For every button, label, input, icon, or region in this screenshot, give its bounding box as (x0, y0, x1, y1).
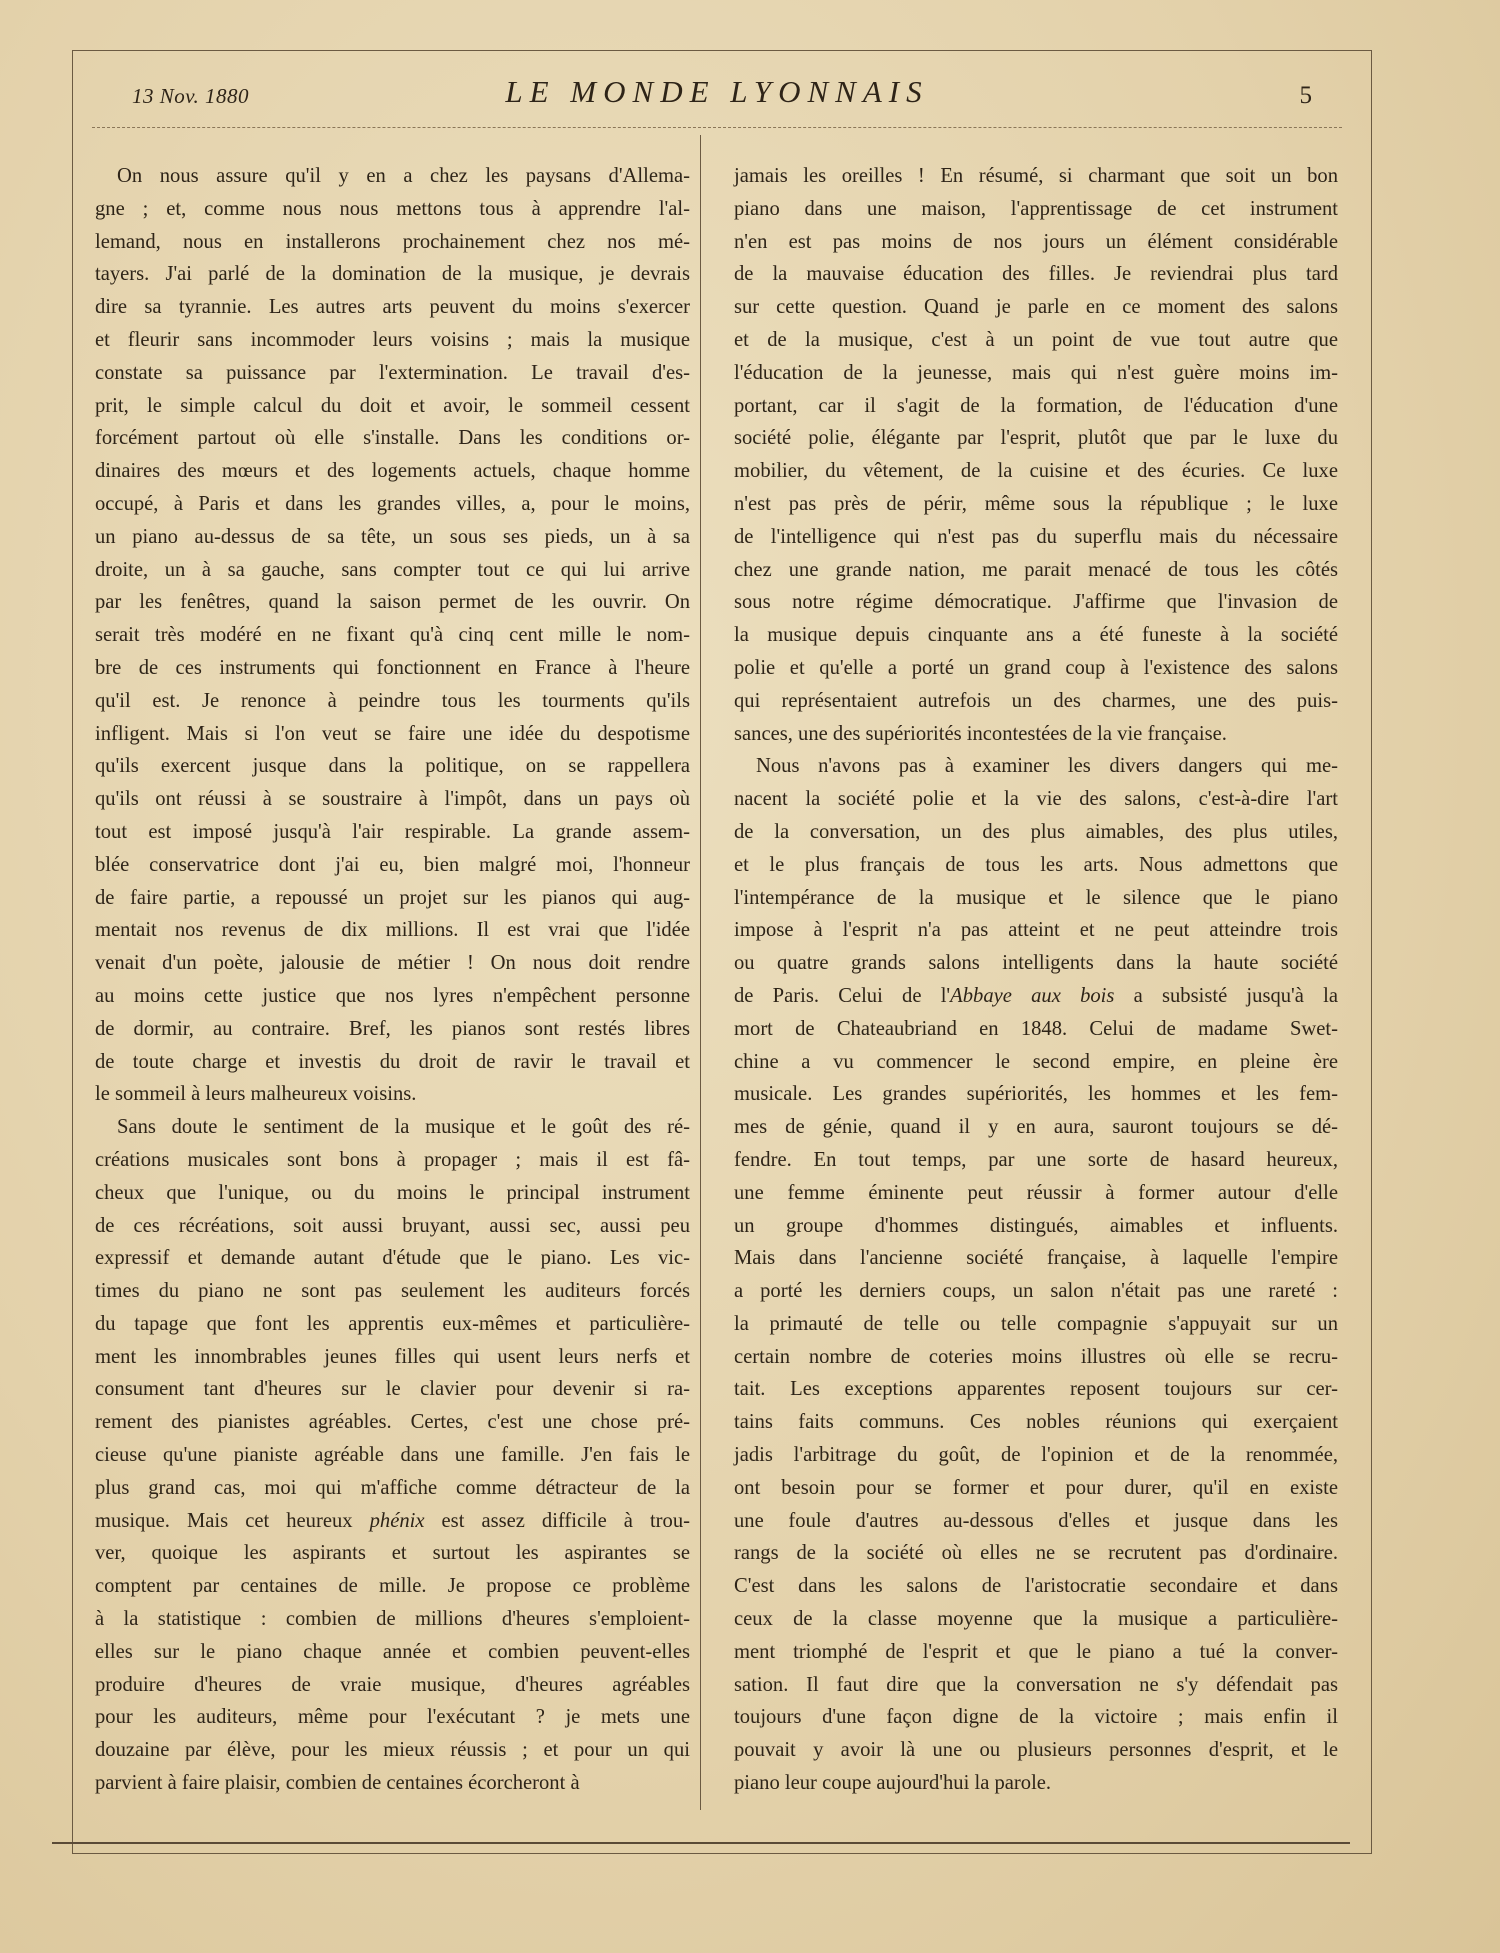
column-divider (700, 135, 701, 1810)
text-line: mentait nos revenus de dix millions. Il est vrai que l'idée (95, 919, 690, 942)
text-line: créations musicales sont bons à propager ; mais il est fâ- (95, 1148, 690, 1171)
text-line: jadis l'arbitrage du goût, de l'opinion et de la renommée, (734, 1444, 1338, 1467)
text-line: de ces récréations, soit aussi bruyant, aussi sec, aussi peu (95, 1214, 690, 1237)
text-line: parvient à faire plaisir, combien de centaines écorcheront à (95, 1772, 580, 1795)
text-line: gne ; et, comme nous nous mettons tous à apprendre l'al- (95, 197, 690, 220)
text-line: tains faits communs. Ces nobles réunions qui exerçaient (734, 1411, 1338, 1434)
text-line: fendre. En tout temps, par une sorte de hasard heureux, (734, 1148, 1338, 1171)
text-line: de Paris. Celui de l'Abbaye aux bois a subsisté jusqu'à la (734, 984, 1338, 1007)
text-line: au moins cette justice que nos lyres n'empêchent personne (95, 984, 690, 1007)
text-line: plus grand cas, moi qui m'affiche comme détracteur de la (95, 1476, 690, 1499)
text-line: musique. Mais cet heureux phénix est assez difficile à trou- (95, 1509, 690, 1532)
text-line: nacent la société polie et la vie des salons, c'est-à-dire l'art (734, 788, 1338, 811)
text-line: pour les auditeurs, même pour l'exécutant ? je mets une (95, 1706, 690, 1729)
text-line: rangs de la société où elles ne se recrutent pas d'ordinaire. (734, 1542, 1338, 1565)
text-line: dinaires des mœurs et des logements actuels, chaque homme (95, 460, 690, 483)
text-line: sation. Il faut dire que la conversation ne s'y défendait pas (734, 1673, 1338, 1696)
text-line: ont besoin pour se former et pour durer, qu'il en existe (734, 1476, 1338, 1499)
text-line: Mais dans l'ancienne société française, à laquelle l'empire (734, 1247, 1338, 1270)
text-line: constate sa puissance par l'extermination. Le travail d'es- (95, 361, 690, 384)
text-line: certain nombre de coteries moins illustres où elle se recru- (734, 1345, 1338, 1368)
header-rule (92, 127, 1342, 128)
text-line: n'est pas près de périr, même sous la république ; le luxe (734, 492, 1338, 515)
text-line: lemand, nous en installerons prochainement chez nos mé- (95, 230, 690, 253)
text-line: chez une grande nation, me parait menacé de tous les côtés (734, 558, 1338, 581)
text-line: infligent. Mais si l'on veut se faire une idée du despotisme (95, 722, 690, 745)
text-line: serait très modéré en ne fixant qu'à cinq cent mille le nom- (95, 624, 690, 647)
text-line: sur cette question. Quand je parle en ce moment des salons (734, 296, 1338, 319)
text-line: polie et qu'elle a porté un grand coup à l'existence des salons (734, 656, 1338, 679)
text-line: de dormir, au contraire. Bref, les pianos sont restés libres (95, 1017, 690, 1040)
text-line: pouvait y avoir là une ou plusieurs personnes d'esprit, et le (734, 1739, 1338, 1762)
text-line: la primauté de telle ou telle compagnie s'appuyait sur un (734, 1312, 1338, 1335)
text-line: mort de Chateaubriand en 1848. Celui de madame Swet- (734, 1017, 1338, 1040)
text-line: mes de génie, quand il y en aura, sauront toujours se dé- (734, 1116, 1338, 1139)
text-line: Sans doute le sentiment de la musique et le goût des ré- (117, 1116, 690, 1139)
text-line: par les fenêtres, quand la saison permet de les ouvrir. On (95, 591, 690, 614)
text-line: une foule d'autres au-dessous d'elles et jusque dans les (734, 1509, 1338, 1532)
text-line: piano dans une maison, l'apprentissage de cet instrument (734, 197, 1338, 220)
text-line: de la conversation, un des plus aimables, des plus utiles, (734, 820, 1338, 843)
text-line: times du piano ne sont pas seulement les auditeurs forcés (95, 1280, 690, 1303)
page-header (92, 70, 1342, 130)
text-line: qu'ils ont réussi à se soustraire à l'impôt, dans un pays où (95, 788, 690, 811)
newspaper-title: LE MONDE LYONNAIS (505, 74, 929, 109)
text-line: ou quatre grands salons intelligents dans la haute société (734, 952, 1338, 975)
page-number: 5 (1299, 82, 1312, 109)
text-line: tout est imposé jusqu'à l'air respirable. La grande assem- (95, 820, 690, 843)
text-line: ment triomphé de l'esprit et que le piano a tué la conver- (734, 1640, 1338, 1663)
text-line: de la mauvaise éducation des filles. Je reviendrai plus tard (734, 263, 1338, 286)
text-line: C'est dans les salons de l'aristocratie secondaire et dans (734, 1575, 1338, 1598)
text-line: du tapage que font les apprentis eux-mêmes et particulière- (95, 1312, 690, 1335)
text-line: prit, le simple calcul du doit et avoir, le sommeil cessent (95, 394, 690, 417)
left-column (95, 160, 690, 1800)
text-line: un groupe d'hommes distingués, aimables et influents. (734, 1214, 1338, 1237)
text-line: sous notre régime démocratique. J'affirme que l'invasion de (734, 591, 1338, 614)
text-line: elles sur le piano chaque année et combien peuvent-elles (95, 1640, 690, 1663)
text-line: cheux que l'unique, ou du moins le principal instrument (95, 1181, 690, 1204)
text-line: le sommeil à leurs malheureux voisins. (95, 1083, 417, 1106)
text-line: produire d'heures de vraie musique, d'heures agréables (95, 1673, 690, 1696)
bottom-rule (52, 1842, 1350, 1844)
text-line: un piano au-dessus de sa tête, un sous ses pieds, un à sa (95, 525, 690, 548)
text-line: droite, un à sa gauche, sans compter tout ce qui lui arrive (95, 558, 690, 581)
text-line: rement des pianistes agréables. Certes, c'est une chose pré- (95, 1411, 690, 1434)
text-line: une femme éminente peut réussir à former autour d'elle (734, 1181, 1338, 1204)
text-line: l'éducation de la jeunesse, mais qui n'est guère moins im- (734, 361, 1338, 384)
text-line: de toute charge et investis du droit de ravir le travail et (95, 1050, 690, 1073)
text-line: Nous n'avons pas à examiner les divers dangers qui me- (756, 755, 1338, 778)
text-line: qui représentaient autrefois un des charmes, une des puis- (734, 689, 1338, 712)
text-line: ment les innombrables jeunes filles qui usent leurs nerfs et (95, 1345, 690, 1368)
text-line: consument tant d'heures sur le clavier pour devenir si ra- (95, 1378, 690, 1401)
text-line: et de la musique, c'est à un point de vue tout autre que (734, 328, 1338, 351)
text-line: musicale. Les grandes supériorités, les hommes et les fem- (734, 1083, 1338, 1106)
right-column (734, 160, 1338, 1800)
text-line: comptent par centaines de mille. Je propose ce problème (95, 1575, 690, 1598)
text-line: impose à l'esprit n'a pas atteint et ne peut atteindre trois (734, 919, 1338, 942)
text-line: chine a vu commencer le second empire, en pleine ère (734, 1050, 1338, 1073)
text-line: de faire partie, a repoussé un projet sur les pianos qui aug- (95, 886, 690, 909)
text-line: société polie, élégante par l'esprit, plutôt que par le luxe du (734, 427, 1338, 450)
text-line: tayers. J'ai parlé de la domination de la musique, je devrais (95, 263, 690, 286)
text-line: mobilier, du vêtement, de la cuisine et des écuries. Ce luxe (734, 460, 1338, 483)
text-line: venait d'un poète, jalousie de métier ! On nous doit rendre (95, 952, 690, 975)
text-line: expressif et demande autant d'étude que le piano. Les vic- (95, 1247, 690, 1270)
text-line: blée conservatrice dont j'ai eu, bien malgré moi, l'honneur (95, 853, 690, 876)
text-line: tait. Les exceptions apparentes reposent toujours sur cer- (734, 1378, 1338, 1401)
text-line: jamais les oreilles ! En résumé, si charmant que soit un bon (734, 165, 1338, 187)
text-line: à la statistique : combien de millions d'heures s'emploient- (95, 1608, 690, 1631)
text-line: qu'il est. Je renonce à peindre tous les tourments qu'ils (95, 689, 690, 712)
text-line: n'en est pas moins de nos jours un élément considérable (734, 230, 1338, 253)
text-line: douzaine par élève, pour les mieux réussis ; et pour un qui (95, 1739, 690, 1762)
text-line: dire sa tyrannie. Les autres arts peuvent du moins s'exercer (95, 296, 690, 319)
text-line: et fleurir sans incommoder leurs voisins ; mais la musique (95, 328, 690, 351)
text-line: occupé, à Paris et dans les grandes villes, a, pour le moins, (95, 492, 690, 515)
header-date: 13 Nov. 1880 (132, 84, 250, 108)
text-line: et le plus français de tous les arts. Nous admettons que (734, 853, 1338, 876)
text-line: l'intempérance de la musique et le silence que le piano (734, 886, 1338, 909)
text-line: ceux de la classe moyenne que la musique a particulière- (734, 1608, 1338, 1631)
text-line: ver, quoique les aspirants et surtout les aspirantes se (95, 1542, 690, 1565)
text-line: cieuse qu'une pianiste agréable dans une famille. J'en fais le (95, 1444, 690, 1467)
text-line: bre de ces instruments qui fonctionnent en France à l'heure (95, 656, 690, 679)
text-line: toujours d'une façon digne de la victoire ; mais enfin il (734, 1706, 1338, 1729)
text-line: qu'ils exercent jusque dans la politique, on se rappellera (95, 755, 690, 778)
text-line: de l'intelligence qui n'est pas du superflu mais du nécessaire (734, 525, 1338, 548)
text-line: a porté les derniers coups, un salon n'était pas une rareté : (734, 1280, 1338, 1303)
text-line: sances, une des supériorités incontestées de la vie française. (734, 722, 1227, 745)
text-line: On nous assure qu'il y en a chez les paysans d'Allema- (117, 165, 690, 187)
text-line: portant, car il s'agit de la formation, de l'éducation d'une (734, 394, 1338, 417)
text-line: piano leur coupe aujourd'hui la parole. (734, 1772, 1052, 1795)
text-line: la musique depuis cinquante ans a été funeste à la société (734, 624, 1338, 647)
text-line: forcément partout où elle s'installe. Dans les conditions or- (95, 427, 690, 450)
